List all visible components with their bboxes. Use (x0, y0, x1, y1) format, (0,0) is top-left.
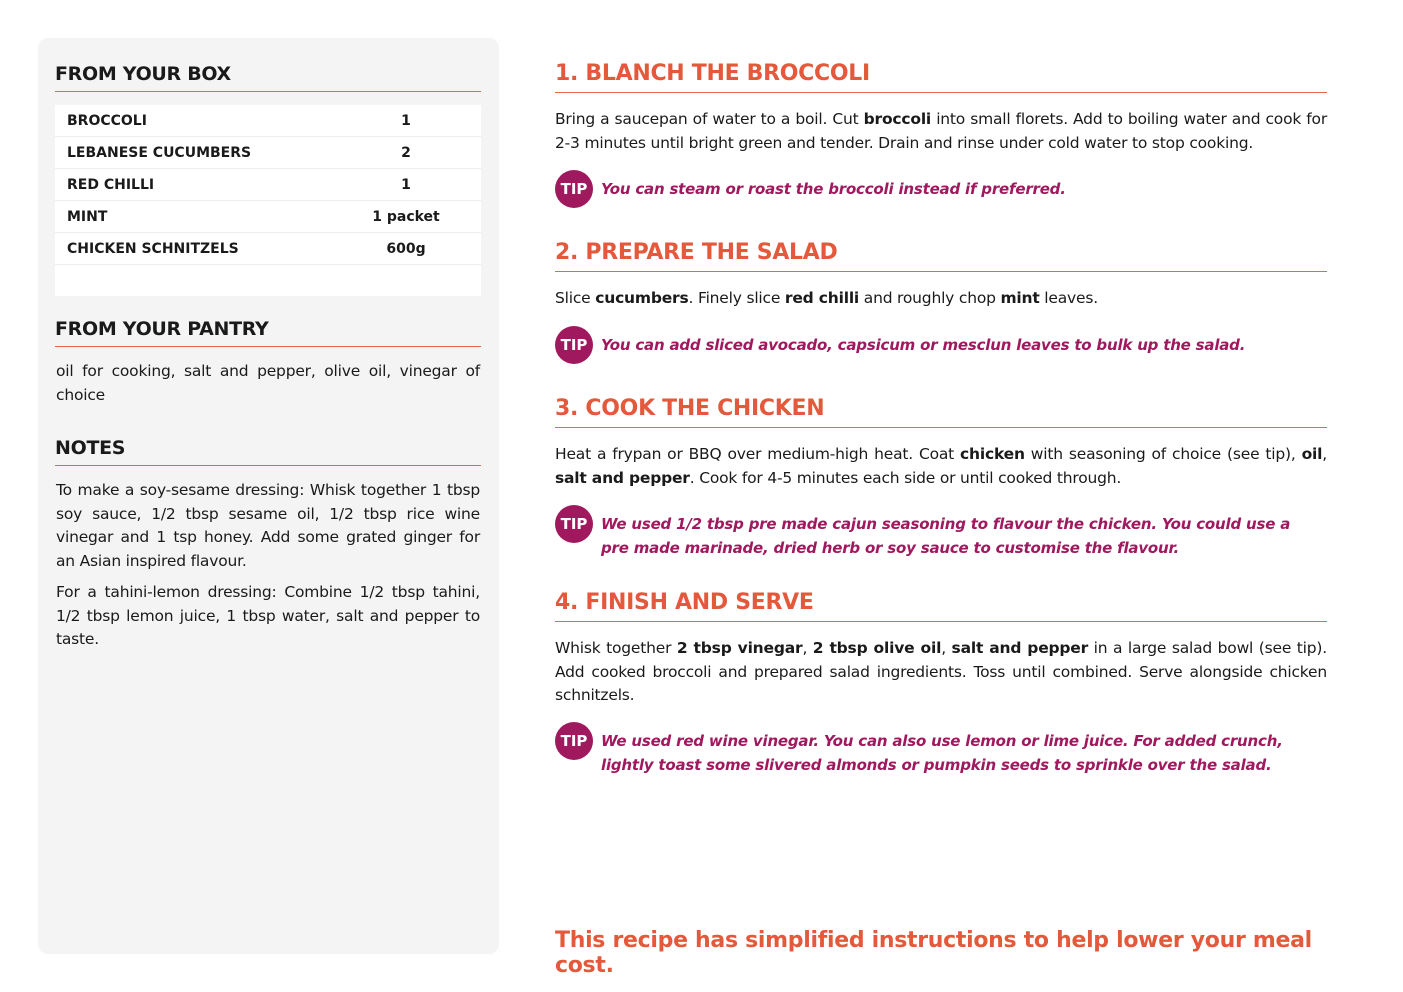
table-row (55, 137, 481, 169)
ingredient-qty: 2 (331, 137, 481, 169)
ingredient-qty: 1 packet (331, 201, 481, 233)
tip-badge-icon: TIP (555, 722, 593, 760)
table-row-empty (55, 265, 481, 297)
footer-note: This recipe has simplified instructions to help lower your meal cost. (555, 928, 1312, 978)
ingredient-name: MINT (55, 201, 331, 233)
tip-badge-icon: TIP (555, 505, 593, 543)
pantry-text: oil for cooking, salt and pepper, olive oil, vinegar of choice (56, 362, 480, 404)
ingredient-qty: 600g (331, 233, 481, 265)
table-row (55, 105, 481, 137)
ingredient-name: RED CHILLI (55, 169, 331, 201)
table-row (55, 233, 481, 265)
tip-badge-icon: TIP (555, 326, 593, 364)
ingredient-qty: 1 (331, 169, 481, 201)
ingredient-qty: 1 (331, 105, 481, 137)
table-row (55, 169, 481, 201)
step-1-title: 1. BLANCH THE BROCCOLI (555, 61, 1327, 93)
tip-text: You can add sliced avocado, capsicum or mesclun leaves to bulk up the salad. (601, 336, 1246, 354)
tip-badge-icon: TIP (555, 170, 593, 208)
from-your-box-heading: FROM YOUR BOX (55, 63, 481, 92)
step-1-text: Bring a saucepan of water to a boil. Cut broccoli into small florets. Add to boiling water and cook for 2-3 minutes until bright green and tender. Drain and rinse under cold water to stop cooking. (555, 110, 1327, 152)
ingredient-name: CHICKEN SCHNITZELS (55, 233, 331, 265)
ingredient-name: LEBANESE CUCUMBERS (55, 137, 331, 169)
table-row (55, 201, 481, 233)
note-paragraph: To make a soy-sesame dressing: Whisk together 1 tbsp soy sauce, 1/2 tbsp sesame oil, 1/2 tbsp rice wine vinegar and 1 tsp honey. Add some grated ginger for an Asian inspired flavour. (56, 481, 480, 570)
from-your-pantry-heading: FROM YOUR PANTRY (55, 318, 481, 347)
step-2-title: 2. PREPARE THE SALAD (555, 240, 1327, 272)
tip-text: You can steam or roast the broccoli instead if preferred. (601, 180, 1066, 198)
tip-text: We used 1/2 tbsp pre made cajun seasoning to flavour the chicken. You could use a pre made marinade, dried herb or soy sauce to customise the flavour. (601, 515, 1291, 557)
step-4-text: Whisk together 2 tbsp vinegar, 2 tbsp olive oil, salt and pepper in a large salad bowl (see tip). Add cooked broccoli and prepared salad ingredients. Toss until combined. Serve alongside chicken schnitzels. (555, 639, 1327, 704)
step-4-title: 4. FINISH AND SERVE (555, 590, 1327, 622)
step-3-title: 3. COOK THE CHICKEN (555, 396, 1327, 428)
ingredients-table (55, 105, 481, 296)
ingredients-panel (38, 38, 499, 954)
note-paragraph: For a tahini-lemon dressing: Combine 1/2 tbsp tahini, 1/2 tbsp lemon juice, 1 tbsp water, salt and pepper to taste. (56, 583, 480, 648)
step-3-text: Heat a frypan or BBQ over medium-high heat. Coat chicken with seasoning of choice (see tip), oil, salt and pepper. Cook for 4-5 minutes each side or until cooked through. (555, 445, 1327, 487)
ingredient-name: BROCCOLI (55, 105, 331, 137)
notes-heading: NOTES (55, 437, 481, 466)
tip-text: We used red wine vinegar. You can also use lemon or lime juice. For added crunch, lightly toast some slivered almonds or pumpkin seeds to sprinkle over the salad. (601, 732, 1283, 774)
step-2-text: Slice cucumbers. Finely slice red chilli and roughly chop mint leaves. (555, 289, 1098, 307)
